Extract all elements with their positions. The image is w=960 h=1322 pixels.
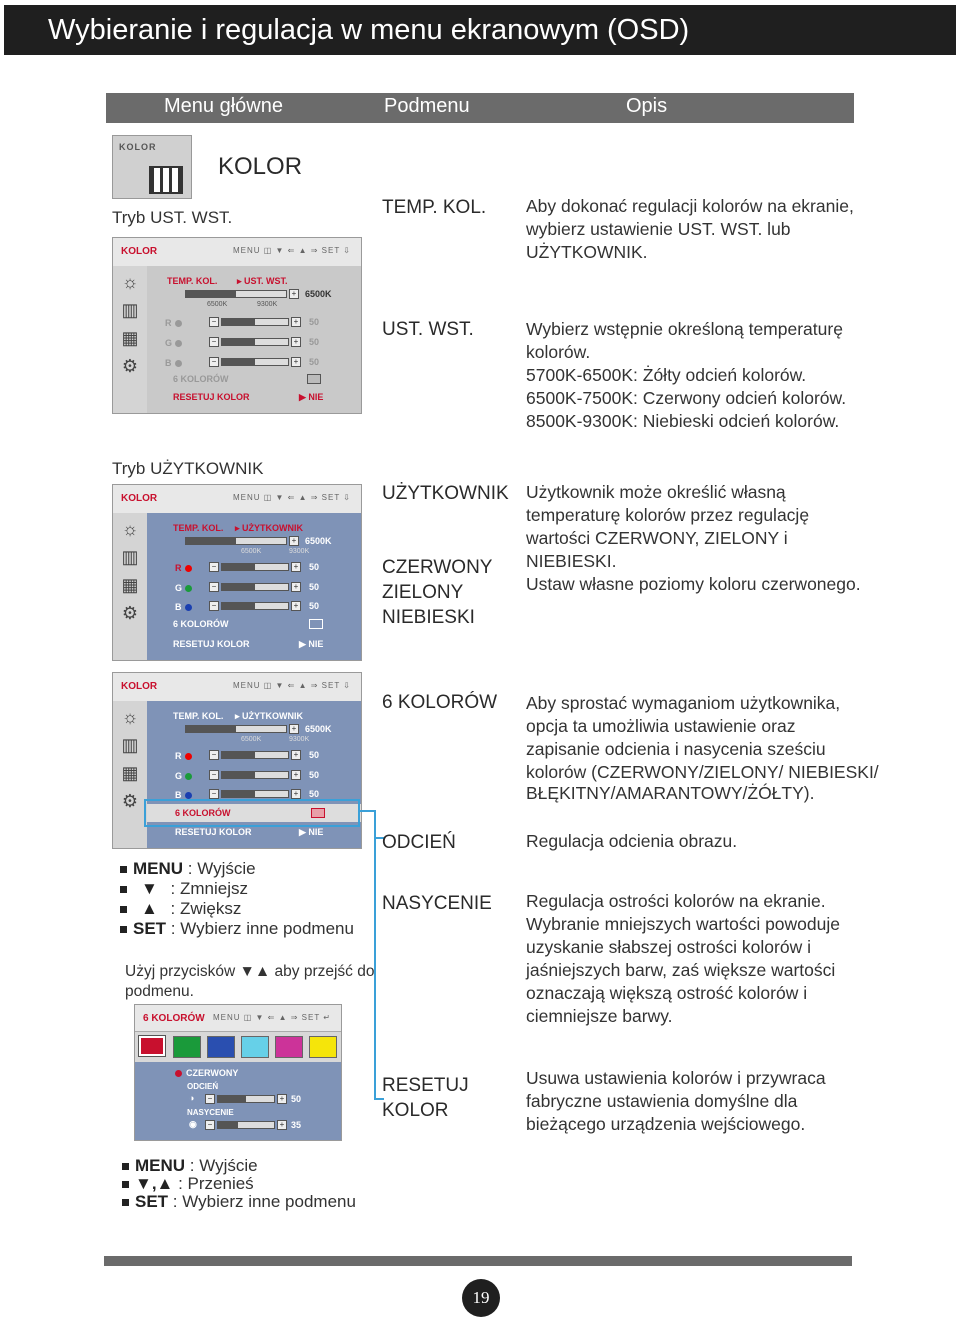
color-bars-icon bbox=[149, 166, 183, 194]
desc-hue: Regulacja odcienia obrazu. bbox=[526, 831, 738, 851]
setup-gear-icon: ⚙ bbox=[121, 356, 139, 376]
swatch-green bbox=[173, 1036, 201, 1058]
color-icon: ▥ bbox=[121, 547, 139, 567]
sub-green: ZIELONY bbox=[382, 582, 464, 603]
brightness-icon: ☼ bbox=[121, 707, 139, 727]
osd-six-colors: 6 KOLORÓW MENU ◫ ▼ ⇐ ▲ ⇒ SET ↵ CZERWONY ODCIEŃ ◑ − + 50 NASYCENIE ◉ − + 35 bbox=[134, 1004, 342, 1141]
sub-user: UŻYTKOWNIK bbox=[382, 483, 509, 504]
kolor-heading: KOLOR bbox=[218, 153, 303, 180]
sub-hue: ODCIEŃ bbox=[382, 832, 456, 853]
desc-temp: Aby dokonać regulacji kolorów na ekranie, wybierz ustawienie UST. WST. lub UŻYTKOWNIK. bbox=[526, 196, 854, 262]
tracking-icon: ▦ bbox=[121, 575, 139, 595]
setup-gear-icon: ⚙ bbox=[121, 791, 139, 811]
swatch-cyan bbox=[241, 1036, 269, 1058]
mode-preset-label: Tryb UST. WST. bbox=[112, 208, 233, 227]
page-title: Wybieranie i regulacja w menu ekranowym (OSD) bbox=[4, 5, 956, 55]
osd-name: KOLOR bbox=[121, 246, 158, 257]
hint-text: Użyj przycisków ▼▲ aby przejść do podmenu. bbox=[125, 963, 375, 1000]
temp-value: ▸ UST. WST. bbox=[237, 276, 288, 286]
brightness-icon: ☼ bbox=[121, 272, 139, 292]
sub-red: CZERWONY bbox=[382, 557, 493, 578]
sub-six: 6 KOLORÓW bbox=[382, 692, 498, 713]
k-value: 6500K bbox=[305, 289, 332, 299]
color-icon: ▥ bbox=[121, 735, 139, 755]
sub-temp: TEMP. KOL. bbox=[382, 197, 487, 218]
desc-ust: Wybierz wstępnie określoną temperaturę kolorów. 5700K-6500K: Żółty odcień kolorów. 6500K-7500K: Czerwony odcień kolorów. 8500K-9300K: Niebieski odcień kolorów. bbox=[526, 319, 847, 431]
osd-controls: MENU ◫ ▼ ⇐ ▲ ⇒ SET ⇩ bbox=[232, 246, 351, 255]
kolor-icon-tile bbox=[112, 135, 192, 199]
legend-1: MENU : Wyjście ▼ : Zmniejsz ▲ : Zwiększ SET : Wybierz inne podmenu bbox=[120, 859, 354, 939]
color-icon: ▥ bbox=[121, 300, 139, 320]
setup-gear-icon: ⚙ bbox=[121, 603, 139, 623]
sub-sat: NASYCENIE bbox=[382, 893, 492, 914]
swatch-magenta bbox=[275, 1036, 303, 1058]
osd-kolor-user: KOLOR MENU ◫ ▼ ⇐ ▲ ⇒ SET ⇩ ☼ ▥ ▦ ⚙ TEMP. KOL. ▸ UŻYTKOWNIK + 6500K 6500K 9300K R G B − + 50 − + 50 − + 50 6 KOLORÓW RESETUJ KOLOR ▶ NIE bbox=[112, 484, 362, 661]
desc-six: Aby sprostać wymaganiom użytkownika, opcja ta umożliwia ustawienie oraz zapisanie odcienia i nasycenia sześciu kolorów (CZERWONY/ZIELONY/ NIEBIESKI/ BŁĘKITNY/AMARANTOWY/ŻÓŁTY). bbox=[526, 693, 879, 803]
tracking-icon: ▦ bbox=[121, 328, 139, 348]
tracking-icon: ▦ bbox=[121, 763, 139, 783]
osd-kolor-preset: KOLOR MENU ◫ ▼ ⇐ ▲ ⇒ SET ⇩ ☼ ▥ ▦ ⚙ TEMP. KOL. ▸ UST. WST. + 6500K 6500K 9300K R G B − + 50 − + 50 − + 50 6 KOLORÓW RESETUJ KOLOR ▶ NIE bbox=[112, 237, 362, 414]
six-colors-highlight bbox=[144, 799, 360, 827]
osd-kolor-six: KOLOR MENU ◫ ▼ ⇐ ▲ ⇒ SET ⇩ ☼ ▥ ▦ ⚙ TEMP. KOL. ▸ UŻYTKOWNIK + 6500K 6500K 9300K R G B − + 50 − + 50 − + 50 6 KOLORÓW RESETUJ KOLOR ▶ NIE bbox=[112, 672, 362, 849]
desc-reset: Usuwa ustawienia kolorów i przywraca fabryczne ustawienia domyślne dla bieżącego urządzenia wejściowego. bbox=[526, 1068, 826, 1134]
sub-reset: RESETUJ KOLOR bbox=[382, 1075, 469, 1121]
column-sub: Podmenu bbox=[384, 95, 470, 117]
mode-user-label: Tryb UŻYTKOWNIK bbox=[112, 459, 264, 478]
desc-user: Użytkownik może określić własną temperaturę kolorów przez regulację wartości CZERWONY, ZIELONY i NIEBIESKI. Ustaw własne poziomy koloru czerwonego. bbox=[526, 482, 861, 594]
legend-2: MENU : Wyjście ▼,▲ : Przenieś SET : Wybierz inne podmenu bbox=[122, 1157, 356, 1211]
kolor-icon-label: KOLOR bbox=[119, 142, 157, 152]
temp-label: TEMP. KOL. bbox=[167, 276, 218, 286]
column-main: Menu główne bbox=[164, 95, 283, 117]
footer-bar bbox=[104, 1256, 852, 1266]
page-number: 19 bbox=[462, 1279, 500, 1317]
swatch-yellow bbox=[309, 1036, 337, 1058]
swatch-red bbox=[139, 1036, 165, 1056]
sub-ust: UST. WST. bbox=[382, 319, 474, 340]
swatch-blue bbox=[207, 1036, 235, 1058]
desc-sat: Regulacja ostrości kolorów na ekranie. Wybranie mniejszych wartości powoduje uzyskanie słabszej ostrości kolorów i jaśniejszych barw, zaś większe wartości oznaczają większą ostrość kolorów i ciemniejsze barwy. bbox=[526, 891, 841, 1026]
sub-blue: NIEBIESKI bbox=[382, 607, 475, 628]
column-header-bar bbox=[106, 93, 854, 123]
column-desc: Opis bbox=[626, 95, 668, 117]
brightness-icon: ☼ bbox=[121, 519, 139, 539]
